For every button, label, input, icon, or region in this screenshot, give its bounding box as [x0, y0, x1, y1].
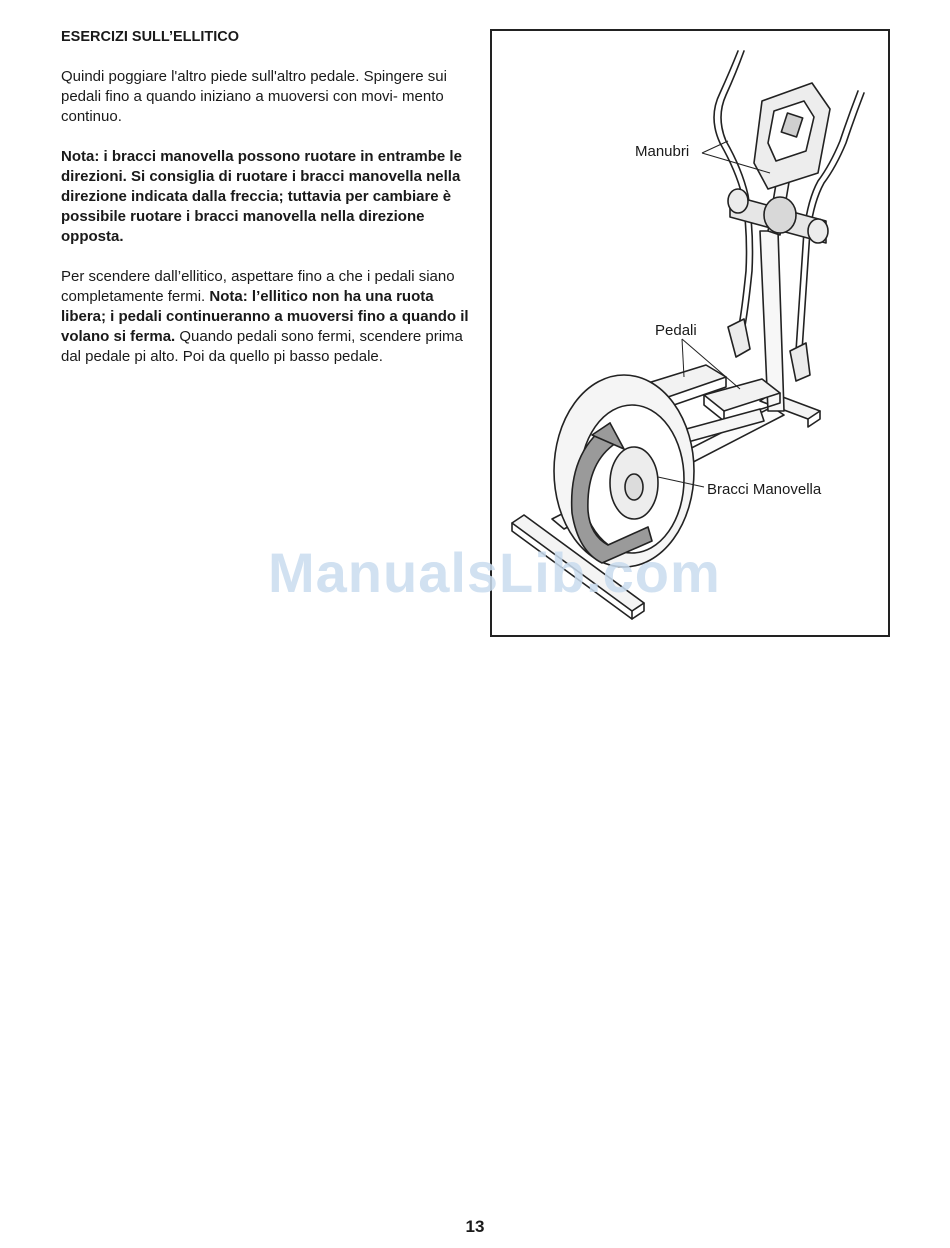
label-handlebars: Manubri	[635, 143, 690, 160]
dismount-text-c: Quando pedali sono fermi, scendere prima dal pedale pi alto. Poi da quello pi basso pedale.	[61, 328, 463, 365]
section-heading: ESERCIZI SULL’ELLITICO	[61, 29, 240, 45]
dismount-note-bold: Nota: l’ellitico non ha una ruota libera; i pedali continueranno a muoversi fino a quando il volano si ferma.	[61, 288, 469, 345]
paragraph-mount: Quindi poggiare l'altro piede sull'altro pedale. Spingere sui pedali fino a quando iniziano a muoversi con movi- mento continuo.	[61, 68, 447, 125]
label-crank-arms: Bracci Manovella	[707, 481, 822, 498]
label-pedals: Pedali	[655, 322, 697, 339]
page-number: 13	[465, 1217, 485, 1236]
watermark: ManualsLib.com	[268, 541, 721, 604]
dismount-text-a: Per scendere dall’ellitico, aspettare fino a che i pedali siano completamente fermi.	[61, 268, 455, 305]
paragraph-note-direction: Nota: i bracci manovella possono ruotare in entrambe le direzioni. Si consiglia di ruotare i bracci manovella nella direzione indicata dalla freccia; tuttavia per cambiare è possibile ruotare i bracci manovella nella direzione opposta.	[61, 148, 462, 245]
text-column	[61, 28, 471, 367]
paragraph-dismount	[61, 267, 471, 367]
